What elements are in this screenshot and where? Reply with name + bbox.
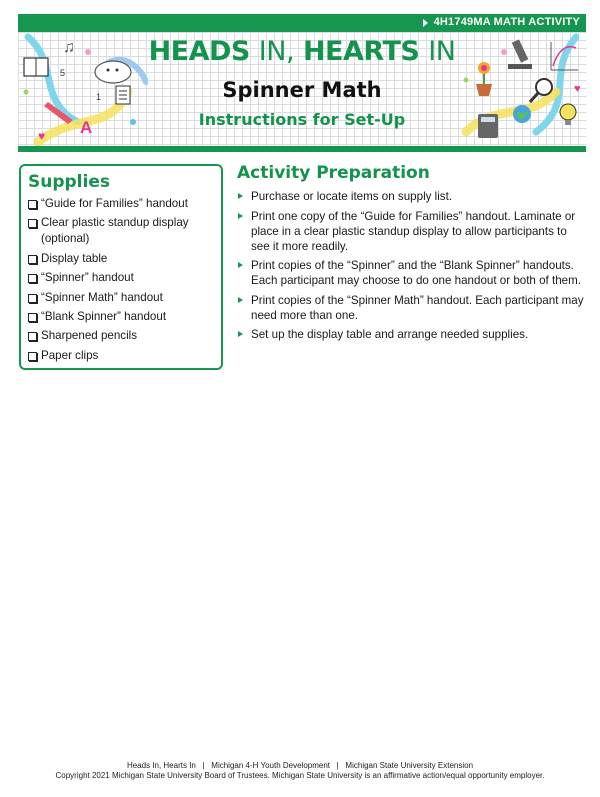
- heart-icon-right: ♥: [574, 83, 581, 95]
- bullet-arrow-icon: [238, 213, 243, 219]
- step-text: Print one copy of the “Guide for Families” handout. Laminate or place in a clear plastic standup display to allow participants to see it more readily.: [251, 209, 576, 253]
- preparation-step: [237, 189, 587, 204]
- preparation-step: [237, 327, 587, 342]
- footer: [0, 761, 600, 781]
- supply-item: [28, 290, 215, 306]
- preparation-heading: Activity Preparation: [237, 163, 430, 183]
- supplies-box: [19, 164, 223, 370]
- checkbox-icon: [28, 200, 37, 209]
- number-one: 1: [96, 92, 102, 102]
- supply-item: [28, 328, 215, 344]
- series-in-1: IN,: [258, 36, 295, 67]
- step-text: Print copies of the “Spinner Math” handout. Each participant may need more than one.: [251, 293, 584, 322]
- supply-item: [28, 348, 215, 364]
- heart-icon: ♥: [38, 129, 46, 143]
- supply-item: [28, 196, 215, 212]
- bullet-arrow-icon: [238, 297, 243, 303]
- supply-item-label: “Spinner Math” handout: [41, 290, 163, 304]
- checkbox-icon: [28, 313, 37, 322]
- page-subtitle: Instructions for Set-Up: [198, 110, 406, 129]
- preparation-step: [237, 209, 587, 254]
- bullet-arrow-icon: [238, 331, 243, 337]
- checkbox-icon: [28, 294, 37, 303]
- series-hearts: HEARTS: [302, 36, 420, 67]
- activity-code-bar: [18, 14, 586, 32]
- footer-copyright: Copyright 2021 Michigan State University Board of Trustees. Michigan State University is an affirmative action/equal opportunity employer.: [55, 771, 545, 780]
- step-text: Set up the display table and arrange needed supplies.: [251, 328, 529, 341]
- supply-item-label: Sharpened pencils: [41, 329, 138, 343]
- supply-item: [28, 215, 215, 247]
- activity-code: 4H1749MA MATH ACTIVITY: [433, 16, 580, 28]
- supply-item-label: “Spinner” handout: [41, 271, 134, 285]
- music-note-icon: ♫: [63, 39, 75, 56]
- checkbox-icon: [28, 332, 37, 341]
- checkbox-icon: [28, 219, 37, 228]
- step-text: Print copies of the “Spinner” and the “Blank Spinner” handouts. Each participant may choose to do one handout or both of them.: [251, 259, 581, 287]
- number-five: 5: [60, 68, 66, 78]
- supply-item-label: “Guide for Families” handout: [41, 197, 188, 210]
- banner-divider: [18, 146, 586, 152]
- preparation-step: [237, 293, 587, 323]
- supply-item: [28, 251, 215, 267]
- supply-item: [28, 270, 215, 286]
- checkbox-icon: [28, 274, 37, 283]
- header-banner: [18, 32, 586, 146]
- supply-item-label: Paper clips: [41, 348, 99, 362]
- letter-a: A: [80, 118, 93, 137]
- supply-item: [28, 309, 215, 325]
- page-title: Spinner Math: [222, 78, 382, 102]
- checkbox-icon: [28, 352, 37, 361]
- preparation-step: [237, 258, 587, 288]
- footer-credits: Heads In, Hearts In | Michigan 4-H Youth Development | Michigan State University Extension: [126, 761, 474, 770]
- bullet-arrow-icon: [238, 262, 243, 268]
- series-heads: HEADS: [148, 36, 250, 67]
- bullet-arrow-icon: [238, 193, 243, 199]
- series-title: [18, 36, 586, 67]
- supply-item-label: Display table: [41, 251, 108, 265]
- supply-item-label: Clear plastic standup display (optional): [41, 216, 189, 246]
- step-text: Purchase or locate items on supply list.: [251, 190, 453, 203]
- checkbox-icon: [28, 255, 37, 264]
- supplies-heading: Supplies: [28, 172, 110, 192]
- series-in-2: IN: [428, 36, 456, 67]
- activity-preparation: [237, 163, 587, 347]
- arrow-icon: [423, 19, 428, 27]
- supply-item-label: “Blank Spinner” handout: [41, 309, 167, 323]
